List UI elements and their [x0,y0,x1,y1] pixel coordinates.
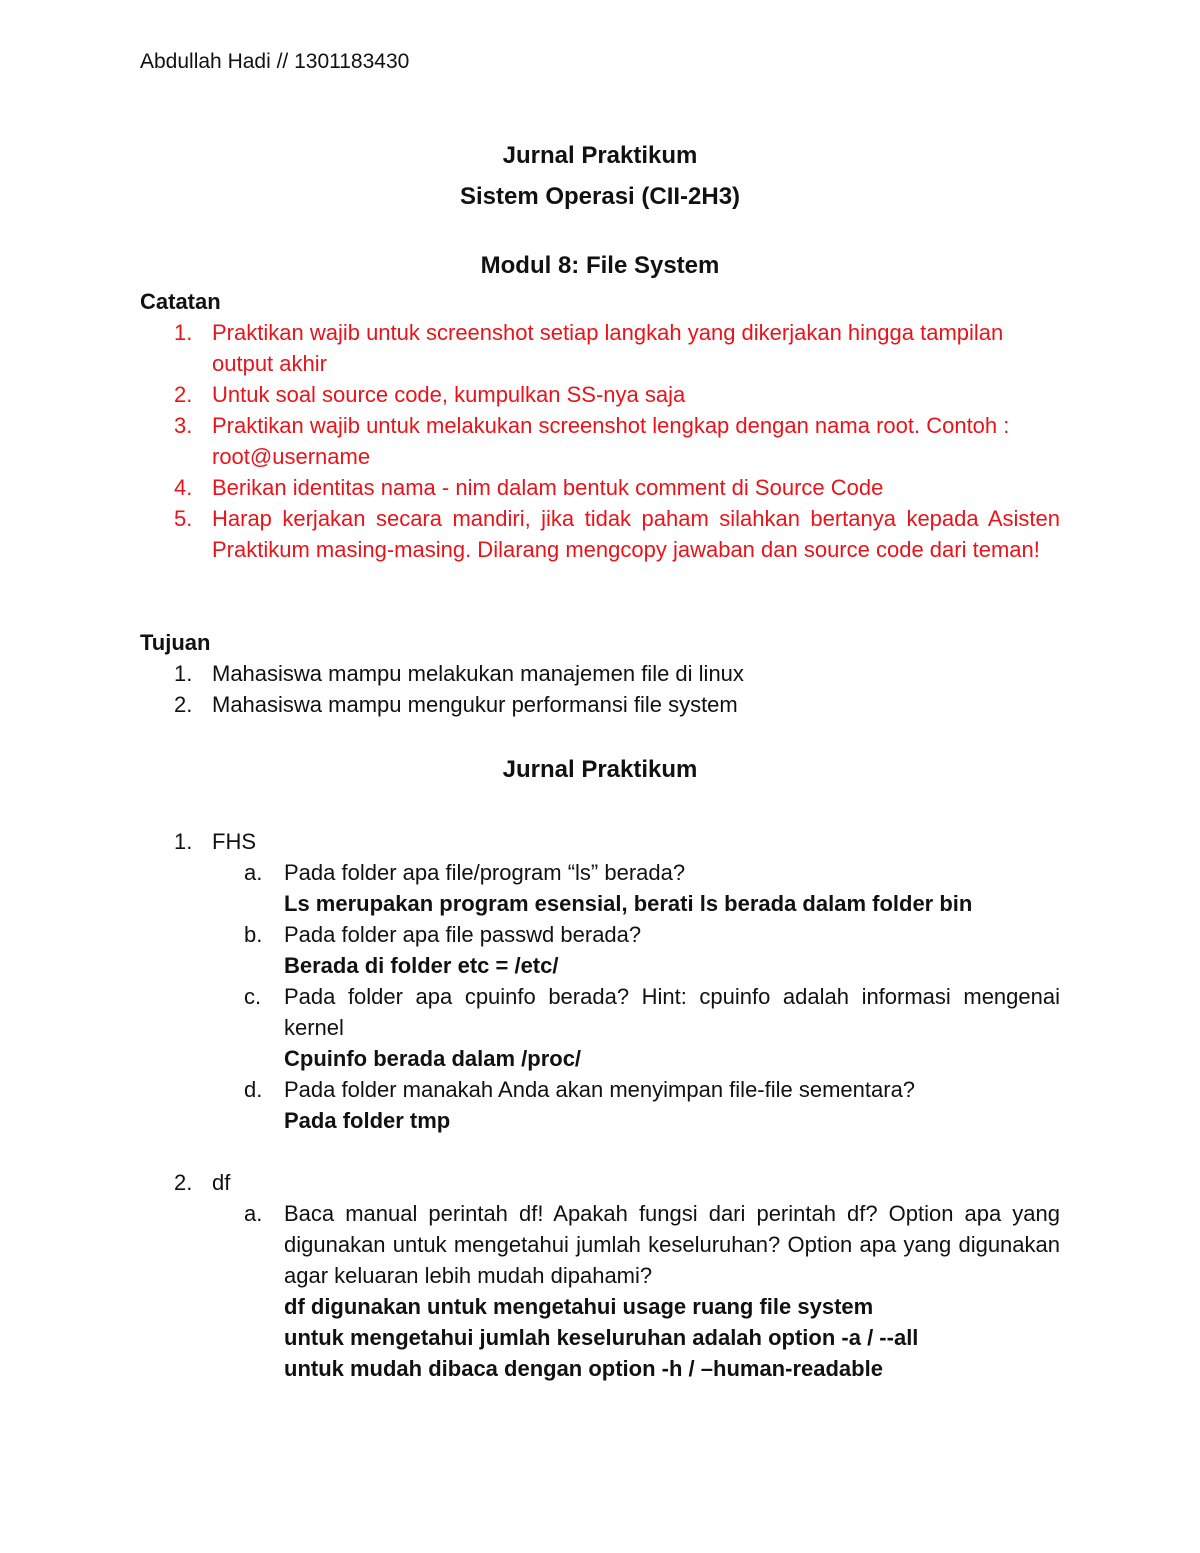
title-line-1: Jurnal Praktikum [502,142,698,169]
question-1 [140,826,1060,1136]
catatan-text: Untuk soal source code, kumpulkan SS-nya saja [212,382,686,407]
answer-text: untuk mengetahui jumlah keseluruhan adalah option -a / --all [284,1325,919,1350]
sub-letter: c. [244,984,262,1009]
question-title-text: FHS [212,829,256,854]
catatan-section [140,287,1060,565]
catatan-item [140,379,1060,410]
tujuan-item [140,658,1060,689]
question-title-text: df [212,1170,231,1195]
sub-letter: a. [244,860,263,885]
tujuan-section [140,628,1060,720]
author-header: Abdullah Hadi // 1301183430 [140,50,410,73]
list-number: 2. [174,1170,193,1195]
catatan-text: Harap kerjakan secara mandiri, jika tidak paham silahkan bertanya kepada Asisten Praktikum masing-masing. Dilarang mengcopy jawaban dan source code dari teman! [212,506,1060,562]
list-number: 2. [174,692,193,717]
list-number: 3. [174,413,193,438]
question-title [140,1167,1060,1198]
catatan-heading: Catatan [140,289,221,314]
catatan-text: Praktikan wajib untuk melakukan screenshot lengkap dengan nama root. Contoh : root@username [212,413,1010,469]
sub-letter: b. [244,922,263,947]
sub-question [140,1198,1060,1384]
answer-text: Pada folder tmp [284,1108,451,1133]
sub-question [140,857,1060,919]
answer-text: df digunakan untuk mengetahui usage ruang file system [284,1294,874,1319]
title-line-2: Sistem Operasi (CII-2H3) [459,183,741,210]
tujuan-item [140,689,1060,720]
list-number: 1. [174,661,193,686]
catatan-item [140,410,1060,472]
question-text: Pada folder apa file passwd berada? [284,922,642,947]
list-number: 1. [174,829,193,854]
jurnal-heading: Jurnal Praktikum [502,756,698,783]
catatan-item [140,503,1060,565]
sub-letter: a. [244,1201,263,1226]
answer-text: Ls merupakan program esensial, berati ls berada dalam folder bin [284,891,973,916]
question-text: Baca manual perintah df! Apakah fungsi dari perintah df? Option apa yang digunakan untuk mengetahui jumlah keseluruhan? Option apa yang digunakan agar keluaran lebih mudah dipahami? [284,1201,1060,1288]
question-text: Pada folder manakah Anda akan menyimpan file-file sementara? [284,1077,916,1102]
question-text: Pada folder apa file/program “ls” berada? [284,860,686,885]
catatan-item [140,472,1060,503]
tujuan-text: Mahasiswa mampu melakukan manajemen file di linux [212,661,744,686]
sub-letter: d. [244,1077,263,1102]
question-2 [140,1167,1060,1384]
list-number: 1. [174,320,193,345]
catatan-text: Praktikan wajib untuk screenshot setiap langkah yang dikerjakan hingga tampilan output akhir [212,320,1004,376]
sub-question [140,981,1060,1074]
catatan-item [140,317,1060,379]
tujuan-text: Mahasiswa mampu mengukur performansi file system [212,692,738,717]
list-number: 2. [174,382,193,407]
sub-question [140,919,1060,981]
list-number: 4. [174,475,193,500]
answer-text: Berada di folder etc = /etc/ [284,953,559,978]
question-title [140,826,1060,857]
sub-question [140,1074,1060,1136]
question-text: Pada folder apa cpuinfo berada? Hint: cpuinfo adalah informasi mengenai kernel [284,984,1060,1040]
tujuan-heading: Tujuan [140,630,211,655]
tujuan-list [140,658,1060,720]
answer-text: Cpuinfo berada dalam /proc/ [284,1046,582,1071]
catatan-text: Berikan identitas nama - nim dalam bentuk comment di Source Code [212,475,884,500]
module-title: Modul 8: File System [480,252,720,279]
list-number: 5. [174,506,193,531]
catatan-list [140,317,1060,565]
answer-text: untuk mudah dibaca dengan option -h / –human-readable [284,1356,883,1381]
